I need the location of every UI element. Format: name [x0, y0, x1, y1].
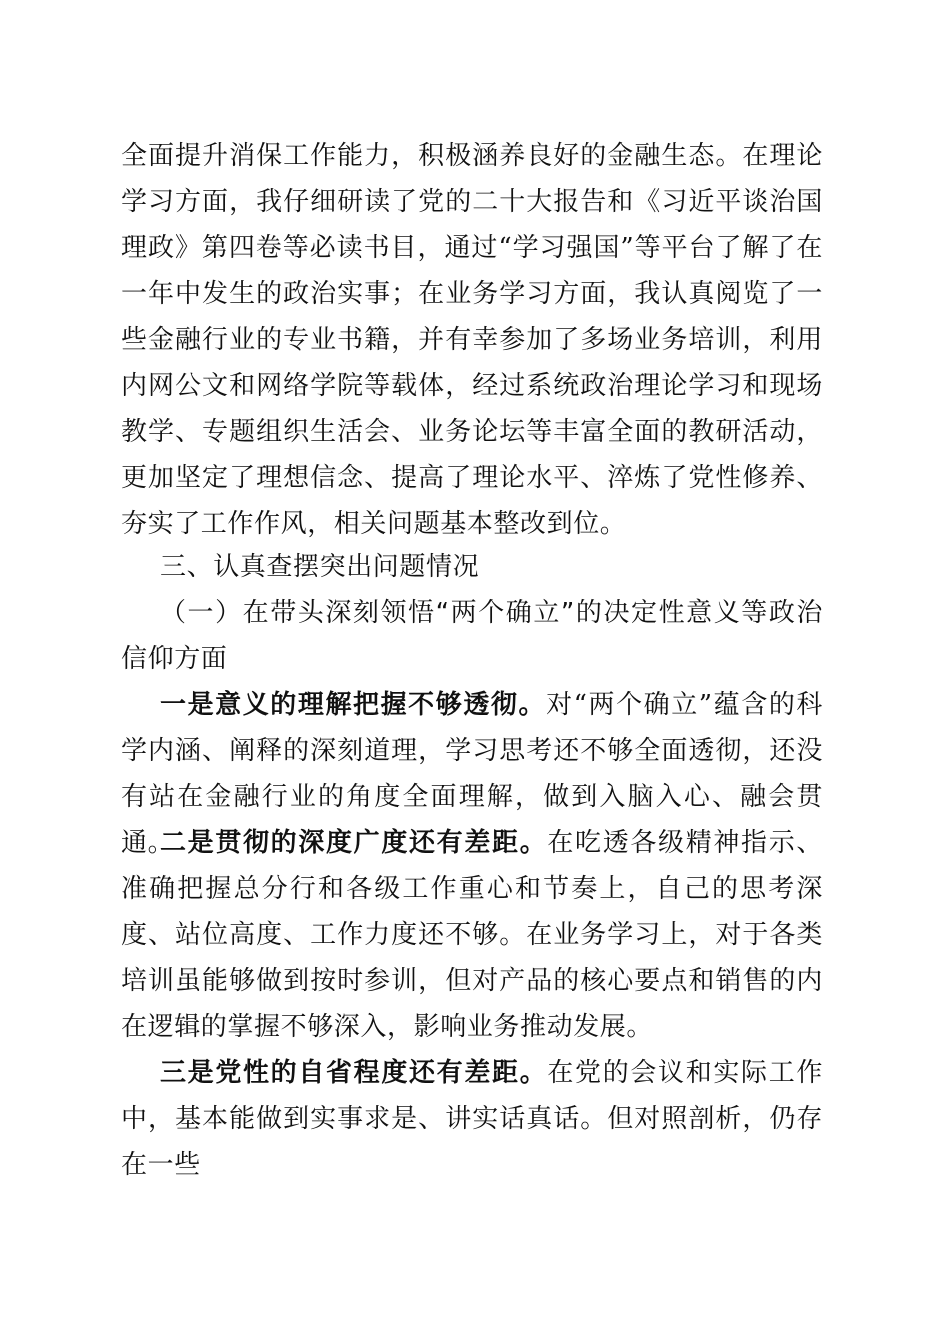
item-3-lead: 三是党性的自省程度还有差距。: [160, 1058, 548, 1088]
paragraph-continued: 全面提升消保工作能力，积极涵养良好的金融生态。在理论学习方面，我仔细研读了党的二十大报告和《习近平谈治国理政》第四卷等必读书目，通过“学习强国”等平台了解了在一年中发生的政治实事；在业务学习方面，我认真阅览了一些金融行业的专业书籍，并有幸参加了多场业务培训，利用内网公文和网络学院等载体，经过系统政治理论学习和现场教学、专题组织生活会、业务论坛等丰富全面的教研活动，更加坚定了理想信念、提高了理论水平、淬炼了党性修养、夯实了工作作风，相关问题基本整改到位。: [121, 141, 823, 539]
item-1-lead: 一是意义的理解把握不够透彻。: [160, 690, 547, 720]
item-1-body: 对“两个确立”蕴含的科学内涵、阐释的深刻道理，学习思考还不够全面透彻，还没有站在金融行业的角度全面理解，做到入脑入心、融会贯通。: [121, 690, 823, 858]
item-3-paragraph: [121, 1050, 823, 1188]
item-2-body: 在吃透各级精神指示、准确把握总分行和各级工作重心和节奏上，自己的思考深度、站位高度、工作力度还不够。在业务学习上，对于各类培训虽能够做到按时参训，但对产品的核心要点和销售的内在逻辑的掌握不够深入，影响业务推动发展。: [121, 828, 823, 1042]
subheading: （一）在带头深刻领悟“两个确立”的决定性意义等政治信仰方面: [121, 598, 823, 674]
item-2-paragraph: [121, 820, 823, 1050]
item-3-body: 在党的会议和实际工作中，基本能做到实事求是、讲实话真话。但对照剖析，仍存在一些: [121, 1058, 823, 1180]
item-2-lead: 二是贯彻的深度广度还有差距。: [160, 828, 548, 858]
section-heading: 三、认真查摆突出问题情况: [160, 552, 480, 582]
